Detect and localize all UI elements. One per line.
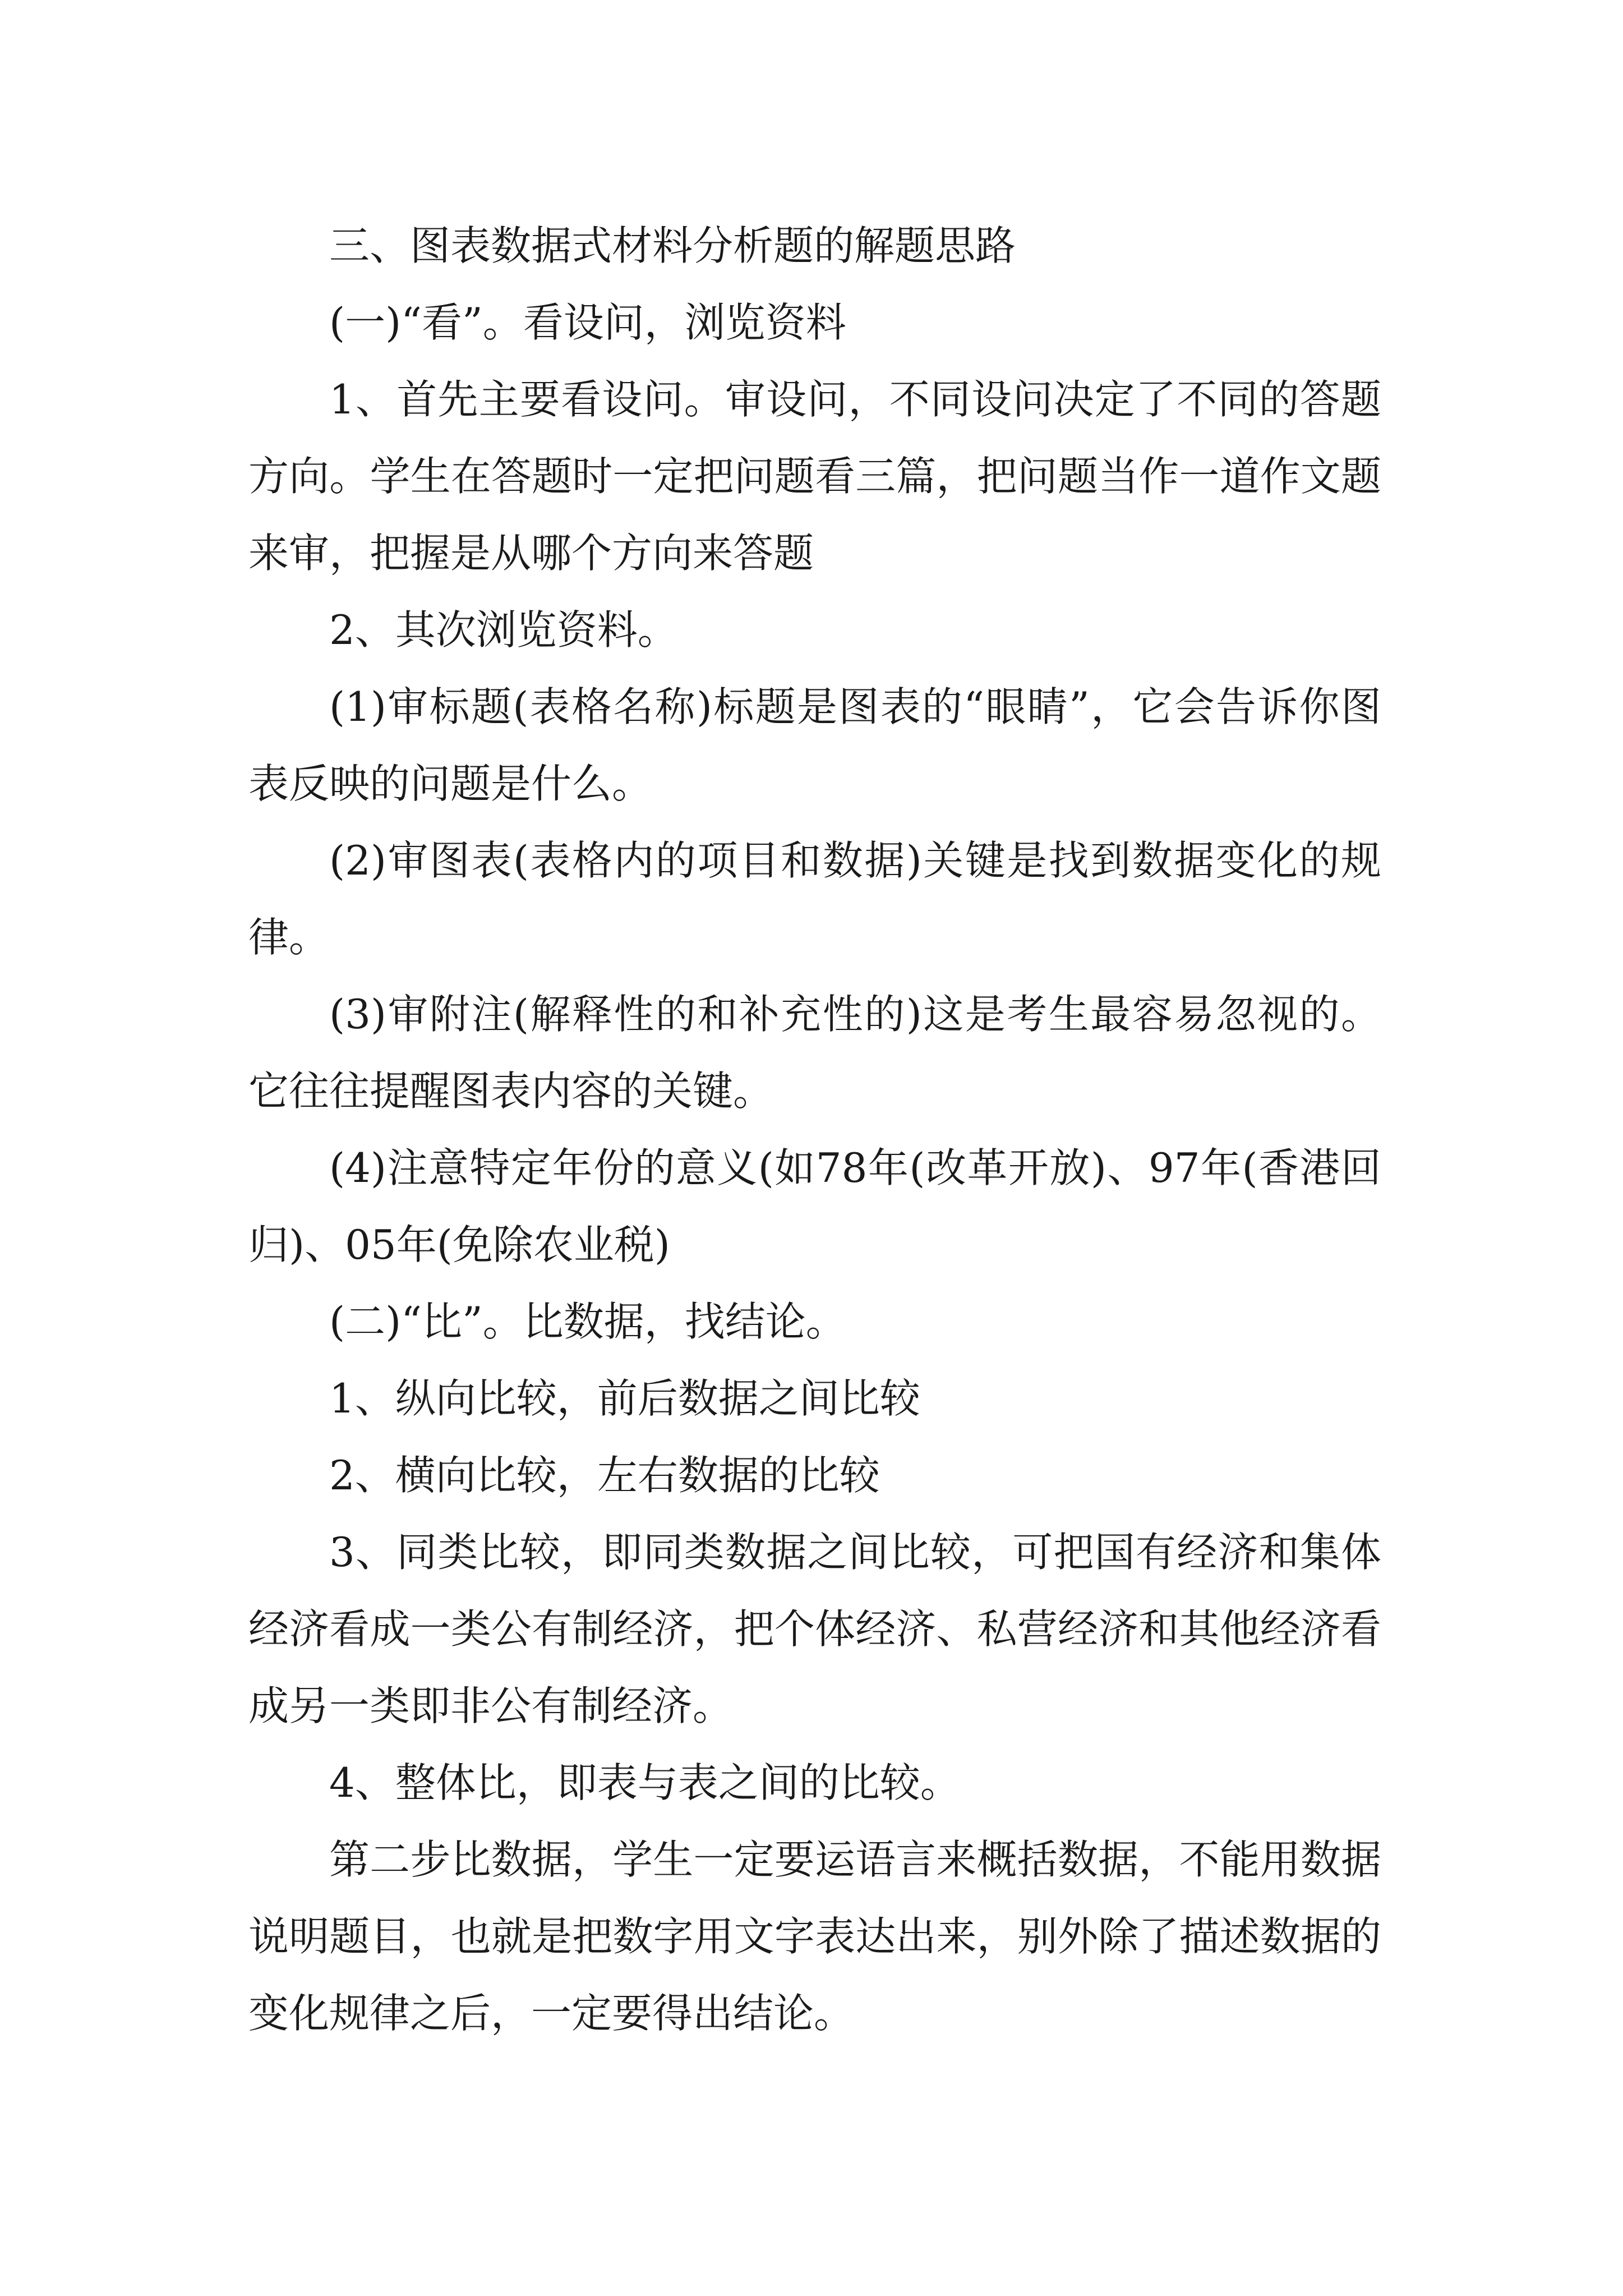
- subsection-heading-look: (一)“看”。看设问，浏览资料: [329, 299, 846, 346]
- paragraph-review-title: (1)审标题(表格名称)标题是图表的“眼睛”，它会告诉你图表反映的问题是什么。: [248, 683, 1381, 807]
- paragraph-read-question: 1、首先主要看设问。审设问，不同设问决定了不同的答题方向。学生在答题时一定把问题看三篇，把问题当作一道作文题来审，把握是从哪个方向来答题: [248, 376, 1381, 577]
- section-heading: 三、图表数据式材料分析题的解题思路: [329, 222, 1016, 269]
- paragraph-vertical-compare: 1、纵向比较，前后数据之间比较: [329, 1375, 920, 1422]
- document-body: [248, 208, 1381, 2052]
- paragraph-overall-compare: 4、整体比，即表与表之间的比较。: [329, 1759, 961, 1806]
- paragraph-review-chart: (2)审图表(表格内的项目和数据)关键是找到数据变化的规律。: [248, 837, 1381, 961]
- paragraph-step-two-conclusion: 第二步比数据，学生一定要运语言来概括数据，不能用数据说明题目，也就是把数字用文字表达出来，别外除了描述数据的变化规律之后，一定要得出结论。: [248, 1836, 1381, 2037]
- subsection-heading-compare: (二)“比”。比数据，找结论。: [329, 1298, 846, 1345]
- paragraph-horizontal-compare: 2、横向比较，左右数据的比较: [329, 1452, 880, 1499]
- paragraph-same-category-compare: 3、同类比较，即同类数据之间比较，可把国有经济和集体经济看成一类公有制经济，把个体经济、私营经济和其他经济看成另一类即非公有制经济。: [248, 1529, 1381, 1729]
- paragraph-review-notes: (3)审附注(解释性的和补充性的)这是考生最容易忽视的。它往往提醒图表内容的关键。: [248, 991, 1381, 1115]
- paragraph-browse-material: 2、其次浏览资料。: [329, 606, 678, 654]
- paragraph-special-years: (4)注意特定年份的意义(如78年(改革开放)、97年(香港回归)、05年(免除农业税): [248, 1144, 1381, 1268]
